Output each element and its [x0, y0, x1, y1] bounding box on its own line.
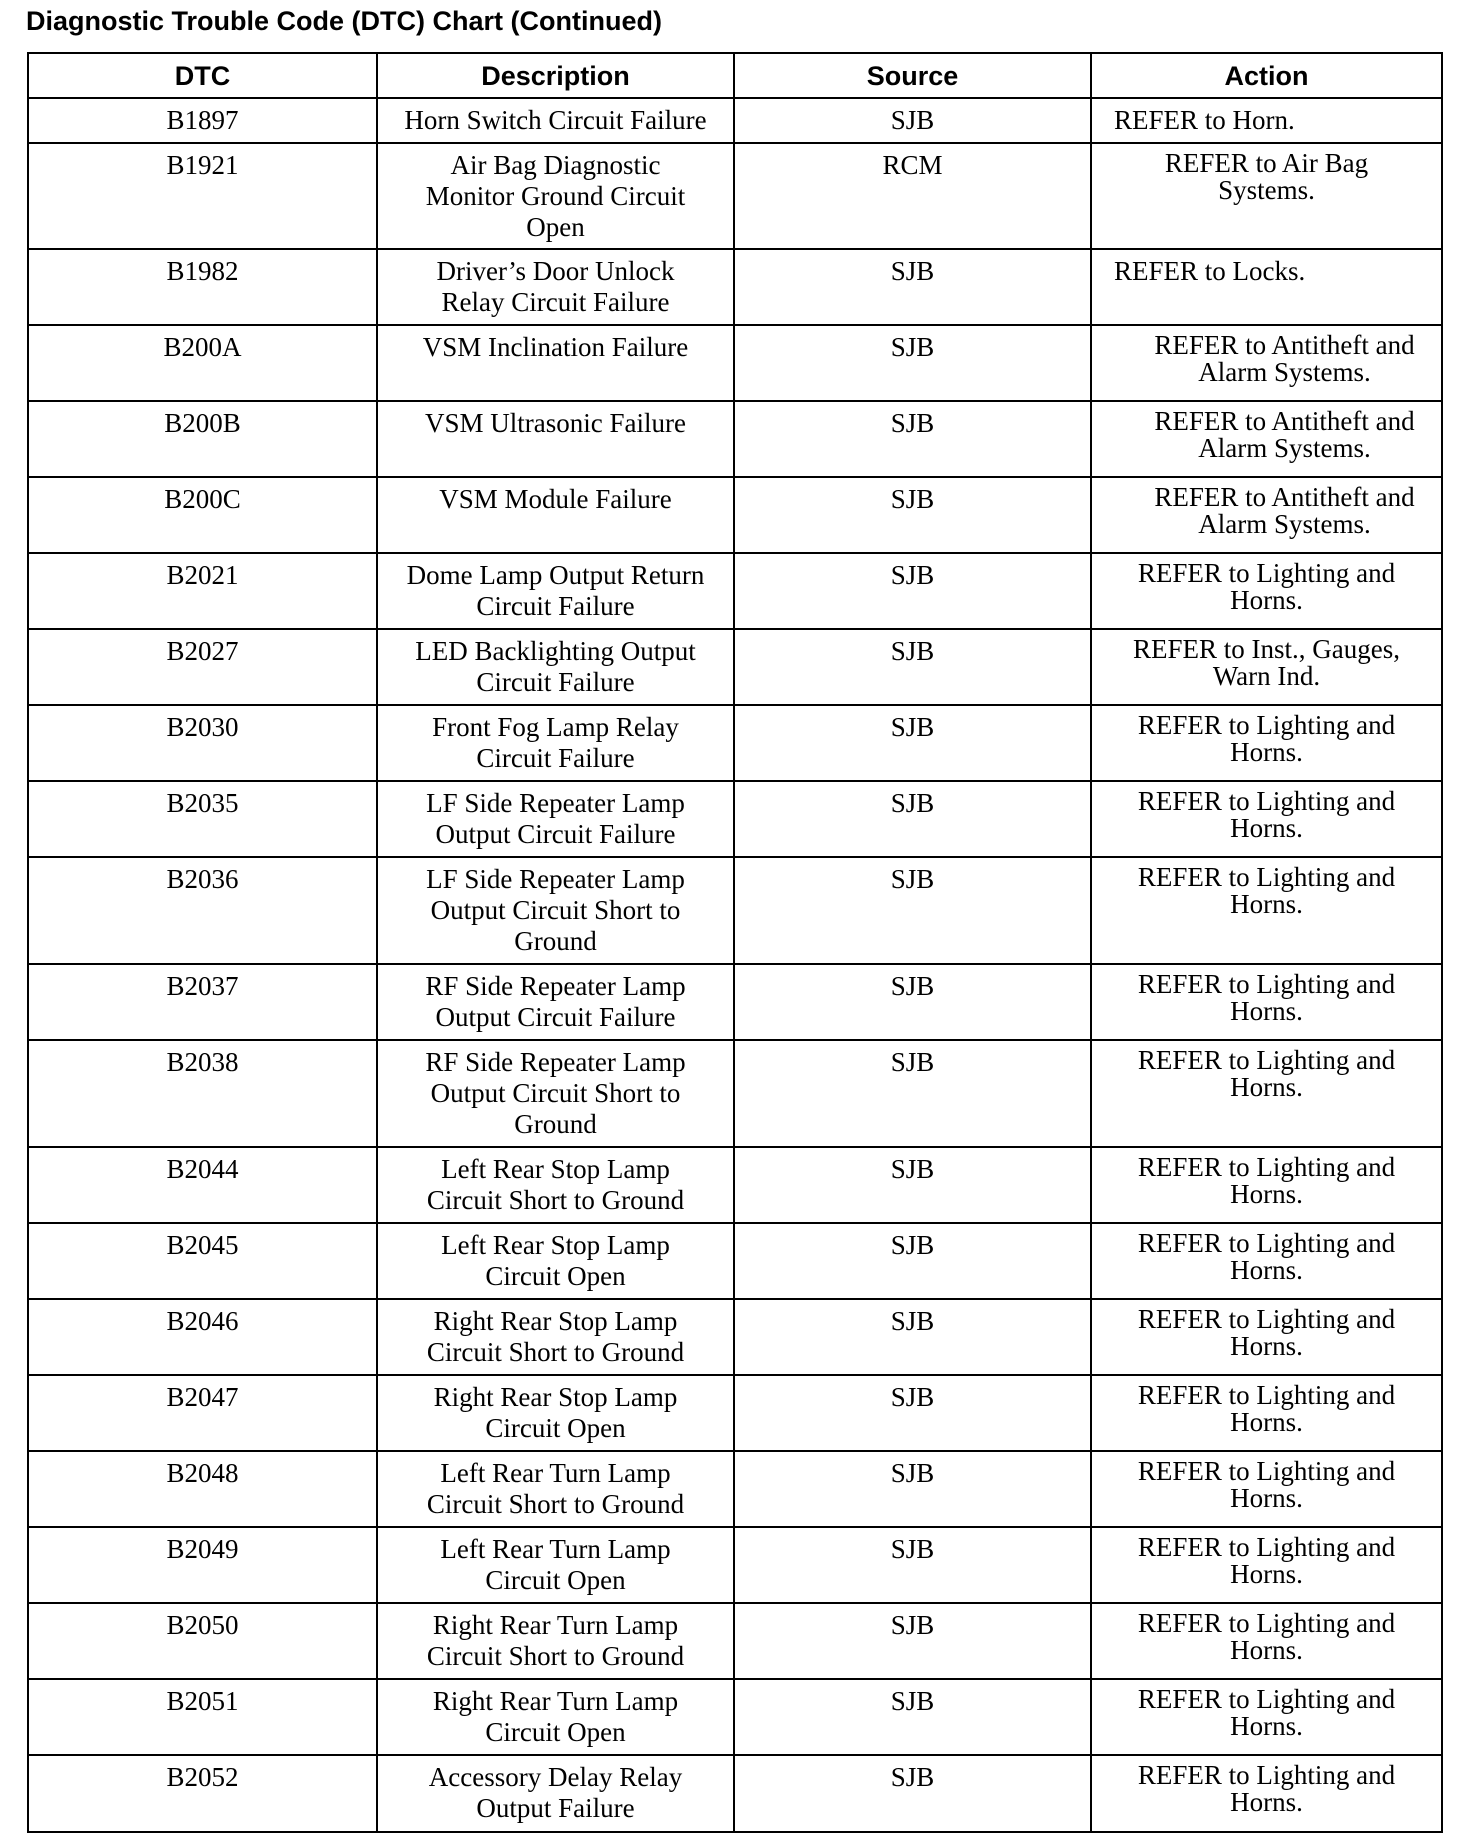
dtc-cell: B2030 [28, 705, 377, 781]
description-cell: Right Rear Stop Lamp Circuit Short to Ground [377, 1299, 734, 1375]
action-cell: REFER to Lighting and Horns. [1091, 1755, 1442, 1832]
dtc-cell: B1982 [28, 249, 377, 325]
source-cell: SJB [734, 629, 1091, 705]
action-cell: REFER to Lighting and Horns. [1091, 1679, 1442, 1755]
action-cell: REFER to Lighting and Horns. [1091, 1451, 1442, 1527]
dtc-table [27, 52, 1443, 1833]
source-cell: SJB [734, 1040, 1091, 1147]
table-row [28, 1451, 1442, 1527]
dtc-cell: B2045 [28, 1223, 377, 1299]
table-row [28, 1755, 1442, 1832]
description-cell: Right Rear Turn Lamp Circuit Open [377, 1679, 734, 1755]
source-cell: SJB [734, 1147, 1091, 1223]
column-header-source: Source [734, 53, 1091, 98]
action-cell: REFER to Lighting and Horns. [1091, 705, 1442, 781]
source-cell: SJB [734, 1679, 1091, 1755]
description-cell: LED Backlighting Output Circuit Failure [377, 629, 734, 705]
action-cell: REFER to Lighting and Horns. [1091, 857, 1442, 964]
page-title: Diagnostic Trouble Code (DTC) Chart (Continued) [26, 6, 662, 36]
description-cell: Air Bag Diagnostic Monitor Ground Circuit Open [377, 143, 734, 249]
description-cell: Right Rear Stop Lamp Circuit Open [377, 1375, 734, 1451]
action-cell: REFER to Locks. [1091, 249, 1442, 325]
description-cell: Left Rear Turn Lamp Circuit Open [377, 1527, 734, 1603]
description-cell: Left Rear Turn Lamp Circuit Short to Ground [377, 1451, 734, 1527]
description-cell: Front Fog Lamp Relay Circuit Failure [377, 705, 734, 781]
table-row [28, 98, 1442, 143]
dtc-cell: B1897 [28, 98, 377, 143]
action-cell: REFER to Inst., Gauges, Warn Ind. [1091, 629, 1442, 705]
action-cell: REFER to Lighting and Horns. [1091, 1147, 1442, 1223]
dtc-cell: B2051 [28, 1679, 377, 1755]
description-cell: Left Rear Stop Lamp Circuit Short to Ground [377, 1147, 734, 1223]
dtc-cell: B2038 [28, 1040, 377, 1147]
dtc-cell: B200C [28, 477, 377, 553]
source-cell: SJB [734, 1223, 1091, 1299]
source-cell: SJB [734, 705, 1091, 781]
source-cell: SJB [734, 1603, 1091, 1679]
action-cell: REFER to Antitheft and Alarm Systems. [1091, 477, 1442, 553]
source-cell: SJB [734, 325, 1091, 401]
column-header-description: Description [377, 53, 734, 98]
action-cell: REFER to Lighting and Horns. [1091, 1040, 1442, 1147]
action-cell: REFER to Lighting and Horns. [1091, 1375, 1442, 1451]
dtc-cell: B2044 [28, 1147, 377, 1223]
description-cell: Left Rear Stop Lamp Circuit Open [377, 1223, 734, 1299]
table-row [28, 1679, 1442, 1755]
table-row [28, 857, 1442, 964]
description-cell: VSM Inclination Failure [377, 325, 734, 401]
dtc-cell: B2049 [28, 1527, 377, 1603]
action-cell: REFER to Lighting and Horns. [1091, 964, 1442, 1040]
action-cell: REFER to Lighting and Horns. [1091, 781, 1442, 857]
table-row [28, 1040, 1442, 1147]
source-cell: RCM [734, 143, 1091, 249]
description-cell: LF Side Repeater Lamp Output Circuit Failure [377, 781, 734, 857]
table-row [28, 1375, 1442, 1451]
table-row [28, 325, 1442, 401]
dtc-cell: B2052 [28, 1755, 377, 1832]
description-cell: Dome Lamp Output Return Circuit Failure [377, 553, 734, 629]
table-row [28, 1299, 1442, 1375]
table-row [28, 553, 1442, 629]
description-cell: Driver’s Door Unlock Relay Circuit Failure [377, 249, 734, 325]
source-cell: SJB [734, 1451, 1091, 1527]
source-cell: SJB [734, 781, 1091, 857]
source-cell: SJB [734, 1527, 1091, 1603]
description-cell: LF Side Repeater Lamp Output Circuit Short to Ground [377, 857, 734, 964]
description-cell: VSM Ultrasonic Failure [377, 401, 734, 477]
source-cell: SJB [734, 98, 1091, 143]
description-cell: Horn Switch Circuit Failure [377, 98, 734, 143]
table-row [28, 401, 1442, 477]
dtc-cell: B2036 [28, 857, 377, 964]
table-row [28, 143, 1442, 249]
table-row [28, 705, 1442, 781]
source-cell: SJB [734, 964, 1091, 1040]
table-row [28, 1223, 1442, 1299]
action-cell: REFER to Lighting and Horns. [1091, 1299, 1442, 1375]
description-cell: Right Rear Turn Lamp Circuit Short to Ground [377, 1603, 734, 1679]
description-cell: VSM Module Failure [377, 477, 734, 553]
description-cell: Accessory Delay Relay Output Failure [377, 1755, 734, 1832]
dtc-cell: B2037 [28, 964, 377, 1040]
action-cell: REFER to Lighting and Horns. [1091, 1603, 1442, 1679]
table-row [28, 781, 1442, 857]
table-row [28, 249, 1442, 325]
table-row [28, 1147, 1442, 1223]
dtc-cell: B200A [28, 325, 377, 401]
action-cell: REFER to Antitheft and Alarm Systems. [1091, 325, 1442, 401]
dtc-cell: B2021 [28, 553, 377, 629]
dtc-cell: B2035 [28, 781, 377, 857]
action-cell: REFER to Air Bag Systems. [1091, 143, 1442, 249]
source-cell: SJB [734, 857, 1091, 964]
source-cell: SJB [734, 553, 1091, 629]
column-header-action: Action [1091, 53, 1442, 98]
source-cell: SJB [734, 249, 1091, 325]
description-cell: RF Side Repeater Lamp Output Circuit Short to Ground [377, 1040, 734, 1147]
table-row [28, 1527, 1442, 1603]
table-row [28, 629, 1442, 705]
dtc-cell: B2050 [28, 1603, 377, 1679]
source-cell: SJB [734, 401, 1091, 477]
column-header-dtc: DTC [28, 53, 377, 98]
action-cell: REFER to Lighting and Horns. [1091, 1527, 1442, 1603]
source-cell: SJB [734, 477, 1091, 553]
table-row [28, 964, 1442, 1040]
source-cell: SJB [734, 1299, 1091, 1375]
dtc-cell: B2047 [28, 1375, 377, 1451]
dtc-cell: B200B [28, 401, 377, 477]
source-cell: SJB [734, 1375, 1091, 1451]
dtc-cell: B1921 [28, 143, 377, 249]
dtc-cell: B2046 [28, 1299, 377, 1375]
action-cell: REFER to Horn. [1091, 98, 1442, 143]
table-row [28, 1603, 1442, 1679]
source-cell: SJB [734, 1755, 1091, 1832]
dtc-cell: B2027 [28, 629, 377, 705]
action-cell: REFER to Antitheft and Alarm Systems. [1091, 401, 1442, 477]
dtc-cell: B2048 [28, 1451, 377, 1527]
description-cell: RF Side Repeater Lamp Output Circuit Failure [377, 964, 734, 1040]
table-row [28, 477, 1442, 553]
action-cell: REFER to Lighting and Horns. [1091, 553, 1442, 629]
table-header-row [28, 53, 1442, 98]
action-cell: REFER to Lighting and Horns. [1091, 1223, 1442, 1299]
